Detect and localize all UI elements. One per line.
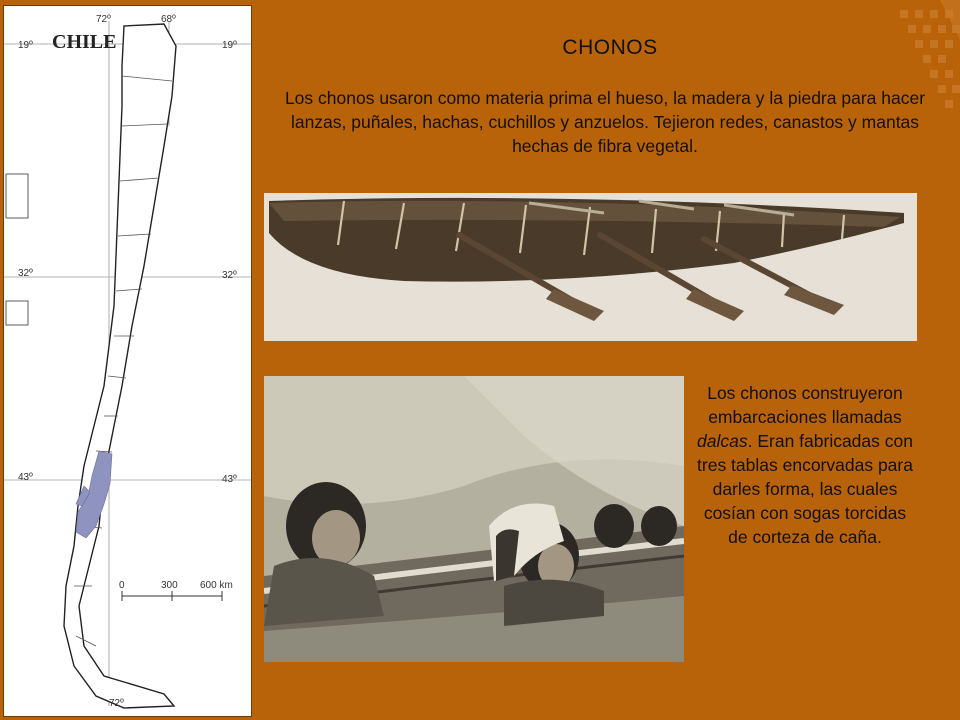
map-label-32-right: 32º xyxy=(222,270,237,281)
chile-map xyxy=(3,5,252,717)
map-label-72-bottom: 72º xyxy=(109,698,124,709)
chile-map-svg xyxy=(4,6,251,716)
map-scale-0: 0 xyxy=(119,580,125,591)
slide-title: CHONOS xyxy=(562,36,658,59)
map-label-19-left: 19º xyxy=(18,40,33,51)
map-label-19-right: 19º xyxy=(222,40,237,51)
map-scale-600: 600 km xyxy=(200,580,233,591)
canoe-illustration xyxy=(264,193,917,341)
chonos-people-photo xyxy=(264,376,684,662)
map-label-32-left: 32º xyxy=(18,268,33,279)
chile-outline xyxy=(64,24,176,708)
dalcas-paragraph xyxy=(696,381,914,549)
dalcas-text-before: Los chonos construyeron embarcaciones llamadas xyxy=(707,383,903,427)
intro-paragraph: Los chonos usaron como materia prima el hueso, la madera y la piedra para hacer lanzas, puñales, hachas, cuchillos y anzuelos. Tejieron redes, canastos y mantas hechas de fibra vegetal. xyxy=(284,88,926,156)
dalcas-text-after: . Eran fabricadas con tres tablas encorvadas para darles forma, las cuales cosían con sogas torcidas de corteza de caña. xyxy=(697,431,913,547)
map-label-43-left: 43º xyxy=(18,472,33,483)
dalcas-term: dalcas xyxy=(697,431,748,451)
map-label-68: 68º xyxy=(161,14,176,25)
people-in-dalca-illustration xyxy=(264,376,684,662)
map-country-label: CHILE xyxy=(52,31,117,53)
map-label-72: 72º xyxy=(96,14,111,25)
canoe-model-photo xyxy=(264,193,917,341)
map-scale-300: 300 xyxy=(161,580,178,591)
map-scale-bar xyxy=(122,591,222,601)
map-label-43-right: 43º xyxy=(222,474,237,485)
